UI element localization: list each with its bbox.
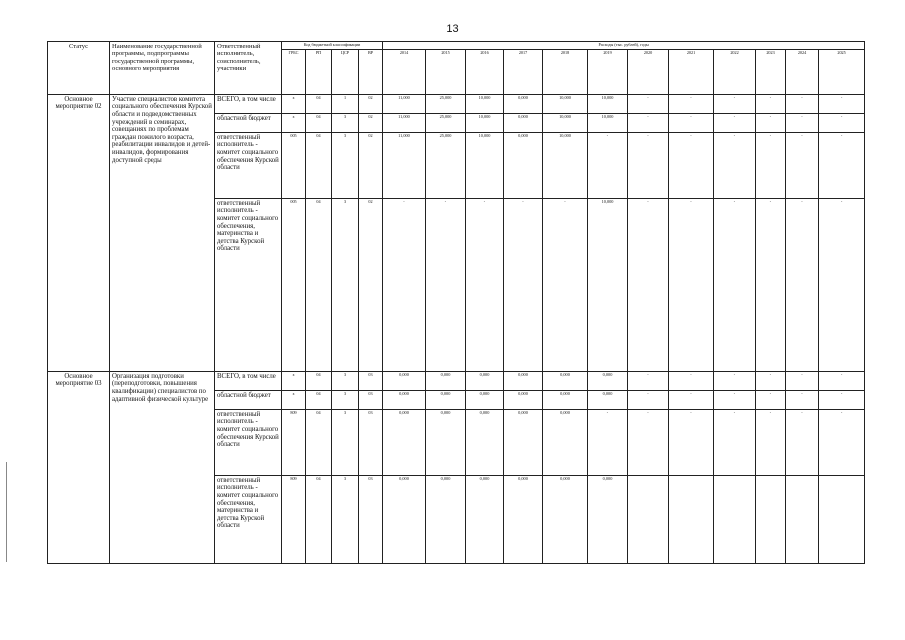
value-cell-2017: 0,000 <box>504 371 543 390</box>
value-cell-2022: - <box>714 113 756 132</box>
value-cell-2016: 0,000 <box>466 475 504 563</box>
year-header-2025: 2025 <box>819 49 865 94</box>
value-cell-2025: - <box>819 198 865 371</box>
value-cell-2018: 0,000 <box>543 390 588 409</box>
executor-cell: областной бюджет <box>215 113 282 132</box>
value-cell-2025: - <box>819 390 865 409</box>
value-cell-2015: 0,000 <box>426 371 466 390</box>
year-header-2019: 2019 <box>588 49 628 94</box>
value-cell-2023: - <box>756 132 786 198</box>
value-cell-2021 <box>669 475 714 563</box>
value-cell-2022: - <box>714 371 756 390</box>
status-header: Статус <box>48 42 110 95</box>
value-cell-2024 <box>786 475 819 563</box>
grbs-cell: х <box>282 94 306 113</box>
value-cell-2020: - <box>628 409 669 475</box>
name-cell: Участие специалистов комитета социального обеспечения Курской области и подведомственных учреждений в семинарах, совещаниях по проблемам граждан пожилого возраста, реабилитации инвалидов и детей-инвалидов, формирования доступной среды <box>110 94 215 371</box>
value-cell-2015: 0,000 <box>426 409 466 475</box>
value-cell-2015: 0,000 <box>426 475 466 563</box>
value-cell-2014: 11,000 <box>383 113 426 132</box>
value-cell-2017: 0,000 <box>504 409 543 475</box>
value-cell-2022: - <box>714 198 756 371</box>
executor-cell: ВСЕГО, в том числе <box>215 371 282 390</box>
year-header-2024: 2024 <box>786 49 819 94</box>
value-cell-2019: 0,000 <box>588 475 628 563</box>
value-cell-2025: - <box>819 371 865 390</box>
rp-cell: 04 <box>306 113 332 132</box>
vr-cell: 03 <box>359 475 383 563</box>
year-header-2017: 2017 <box>504 49 543 94</box>
grbs-cell: 809 <box>282 475 306 563</box>
csr-cell: 3 <box>332 390 359 409</box>
value-cell-2017: - <box>504 198 543 371</box>
value-cell-2025: - <box>819 94 865 113</box>
value-cell-2018: 10,000 <box>543 94 588 113</box>
vr-cell: 03 <box>359 390 383 409</box>
executor-cell: ответственный исполнитель - комитет социального обеспечения, материнства и детства Курской области <box>215 475 282 563</box>
year-header-2022: 2022 <box>714 49 756 94</box>
value-cell-2014: 0,000 <box>383 390 426 409</box>
value-cell-2023: - <box>756 390 786 409</box>
budget-table <box>47 41 865 564</box>
margin-mark <box>6 462 7 562</box>
year-header-2018: 2018 <box>543 49 588 94</box>
year-header-2014: 2014 <box>383 49 426 94</box>
value-cell-2022: - <box>714 132 756 198</box>
value-cell-2014: 0,000 <box>383 409 426 475</box>
value-cell-2016: 0,000 <box>466 371 504 390</box>
page-number: 13 <box>446 23 459 35</box>
value-cell-2017: 0,000 <box>504 132 543 198</box>
vr-cell: 03 <box>359 371 383 390</box>
value-cell-2014: 11,000 <box>383 94 426 113</box>
rp-cell: 04 <box>306 371 332 390</box>
value-cell-2022: - <box>714 94 756 113</box>
value-cell-2015: 25,000 <box>426 132 466 198</box>
table-row <box>48 371 865 390</box>
year-header-2023: 2023 <box>756 49 786 94</box>
status-cell: Основное мероприятие 02 <box>48 94 110 371</box>
value-cell-2020: - <box>628 390 669 409</box>
table-row <box>48 94 865 113</box>
csr-cell: 1 <box>332 94 359 113</box>
rp-cell: 04 <box>306 198 332 371</box>
rp-cell: 04 <box>306 409 332 475</box>
value-cell-2017: 0,000 <box>504 113 543 132</box>
value-cell-2018: 0,000 <box>543 409 588 475</box>
grbs-cell: х <box>282 371 306 390</box>
value-cell-2017: 0,000 <box>504 390 543 409</box>
vr-cell: 02 <box>359 113 383 132</box>
value-cell-2024: - <box>786 390 819 409</box>
vr-cell: 02 <box>359 198 383 371</box>
value-cell-2015: 25,000 <box>426 113 466 132</box>
grbs-cell: х <box>282 390 306 409</box>
value-cell-2020: - <box>628 198 669 371</box>
value-cell-2023: - <box>756 409 786 475</box>
grbs-cell: х <box>282 113 306 132</box>
executor-cell: ответственный исполнитель - комитет социального обеспечения Курской области <box>215 409 282 475</box>
grbs-cell: 809 <box>282 409 306 475</box>
kbk-header-2: РП <box>306 49 332 94</box>
value-cell-2014: 0,000 <box>383 371 426 390</box>
value-cell-2023: - <box>756 94 786 113</box>
value-cell-2014: 11,000 <box>383 132 426 198</box>
csr-cell: 3 <box>332 409 359 475</box>
value-cell-2022: - <box>714 409 756 475</box>
kbk-header-4: ВР <box>359 49 383 94</box>
rp-cell: 04 <box>306 94 332 113</box>
value-cell-2024: - <box>786 113 819 132</box>
year-header-2020: 2020 <box>628 49 669 94</box>
value-cell-2020: - <box>628 94 669 113</box>
value-cell-2016: 10,000 <box>466 94 504 113</box>
value-cell-2019: 10,000 <box>588 113 628 132</box>
value-cell-2022: - <box>714 390 756 409</box>
value-cell-2019: 0,000 <box>588 371 628 390</box>
value-cell-2024: - <box>786 371 819 390</box>
vr-cell: 02 <box>359 94 383 113</box>
year-header-2016: 2016 <box>466 49 504 94</box>
year-header-2015: 2015 <box>426 49 466 94</box>
value-cell-2021: - <box>669 409 714 475</box>
value-cell-2025: - <box>819 409 865 475</box>
value-cell-2015: - <box>426 198 466 371</box>
executor-cell: ВСЕГО, в том числе <box>215 94 282 113</box>
csr-cell: 3 <box>332 198 359 371</box>
value-cell-2018: 0,000 <box>543 475 588 563</box>
vr-cell: 03 <box>359 409 383 475</box>
value-cell-2023: - <box>756 198 786 371</box>
value-cell-2019: - <box>588 409 628 475</box>
value-cell-2025: - <box>819 113 865 132</box>
value-cell-2020 <box>628 475 669 563</box>
csr-cell: 3 <box>332 132 359 198</box>
executor-cell: областной бюджет <box>215 390 282 409</box>
value-cell-2024: - <box>786 94 819 113</box>
value-cell-2020: - <box>628 132 669 198</box>
kbk-group-header: Код бюджетной классификации <box>282 42 383 50</box>
csr-cell: 3 <box>332 475 359 563</box>
value-cell-2020: - <box>628 113 669 132</box>
value-cell-2017: 0,000 <box>504 475 543 563</box>
value-cell-2021: - <box>669 198 714 371</box>
value-cell-2019: 0,000 <box>588 390 628 409</box>
value-cell-2023 <box>756 475 786 563</box>
value-cell-2016: 0,000 <box>466 390 504 409</box>
value-cell-2017: 0,000 <box>504 94 543 113</box>
value-cell-2014: 0,000 <box>383 475 426 563</box>
grbs-cell: 005 <box>282 132 306 198</box>
value-cell-2018: 0,000 <box>543 371 588 390</box>
value-cell-2021: - <box>669 390 714 409</box>
csr-cell: 3 <box>332 113 359 132</box>
year-header-2021: 2021 <box>669 49 714 94</box>
value-cell-2016: 10,000 <box>466 132 504 198</box>
value-cell-2016: - <box>466 198 504 371</box>
executor-cell: ответственный исполнитель - комитет социального обеспечения Курской области <box>215 132 282 198</box>
rp-cell: 04 <box>306 390 332 409</box>
executor-header: Ответственный исполнитель, соисполнитель, участники <box>215 42 282 95</box>
value-cell-2019: 10,000 <box>588 94 628 113</box>
vr-cell: 02 <box>359 132 383 198</box>
value-cell-2023: - <box>756 113 786 132</box>
value-cell-2019: 10,000 <box>588 198 628 371</box>
value-cell-2024: - <box>786 409 819 475</box>
header-row-1 <box>48 42 865 50</box>
value-cell-2015: 25,000 <box>426 94 466 113</box>
expenses-group-header: Расходы (тыс. рублей), годы <box>383 42 865 50</box>
status-cell: Основное мероприятие 03 <box>48 371 110 563</box>
kbk-header-1: ГРБС <box>282 49 306 94</box>
kbk-header-3: ЦСР <box>332 49 359 94</box>
value-cell-2025: - <box>819 132 865 198</box>
value-cell-2024: - <box>786 198 819 371</box>
value-cell-2019: - <box>588 132 628 198</box>
value-cell-2016: 10,000 <box>466 113 504 132</box>
rp-cell: 04 <box>306 475 332 563</box>
rp-cell: 04 <box>306 132 332 198</box>
value-cell-2023: - <box>756 371 786 390</box>
value-cell-2020: - <box>628 371 669 390</box>
name-cell: Организация подготовки (переподготовки, повышения квалификации) специалистов по адаптивной физической культуре <box>110 371 215 563</box>
value-cell-2021: - <box>669 94 714 113</box>
csr-cell: 3 <box>332 371 359 390</box>
value-cell-2021: - <box>669 113 714 132</box>
value-cell-2018: 10,000 <box>543 113 588 132</box>
name-header: Наименование государственной программы, подпрограммы государственной программы, основного мероприятия <box>110 42 215 95</box>
value-cell-2018: - <box>543 198 588 371</box>
grbs-cell: 005 <box>282 198 306 371</box>
value-cell-2015: 0,000 <box>426 390 466 409</box>
value-cell-2025 <box>819 475 865 563</box>
value-cell-2021: - <box>669 132 714 198</box>
value-cell-2024: - <box>786 132 819 198</box>
value-cell-2022 <box>714 475 756 563</box>
value-cell-2016: 0,000 <box>466 409 504 475</box>
value-cell-2021: - <box>669 371 714 390</box>
value-cell-2018: 10,000 <box>543 132 588 198</box>
executor-cell: ответственный исполнитель - комитет социального обеспечения, материнства и детства Курской области <box>215 198 282 371</box>
value-cell-2014: - <box>383 198 426 371</box>
